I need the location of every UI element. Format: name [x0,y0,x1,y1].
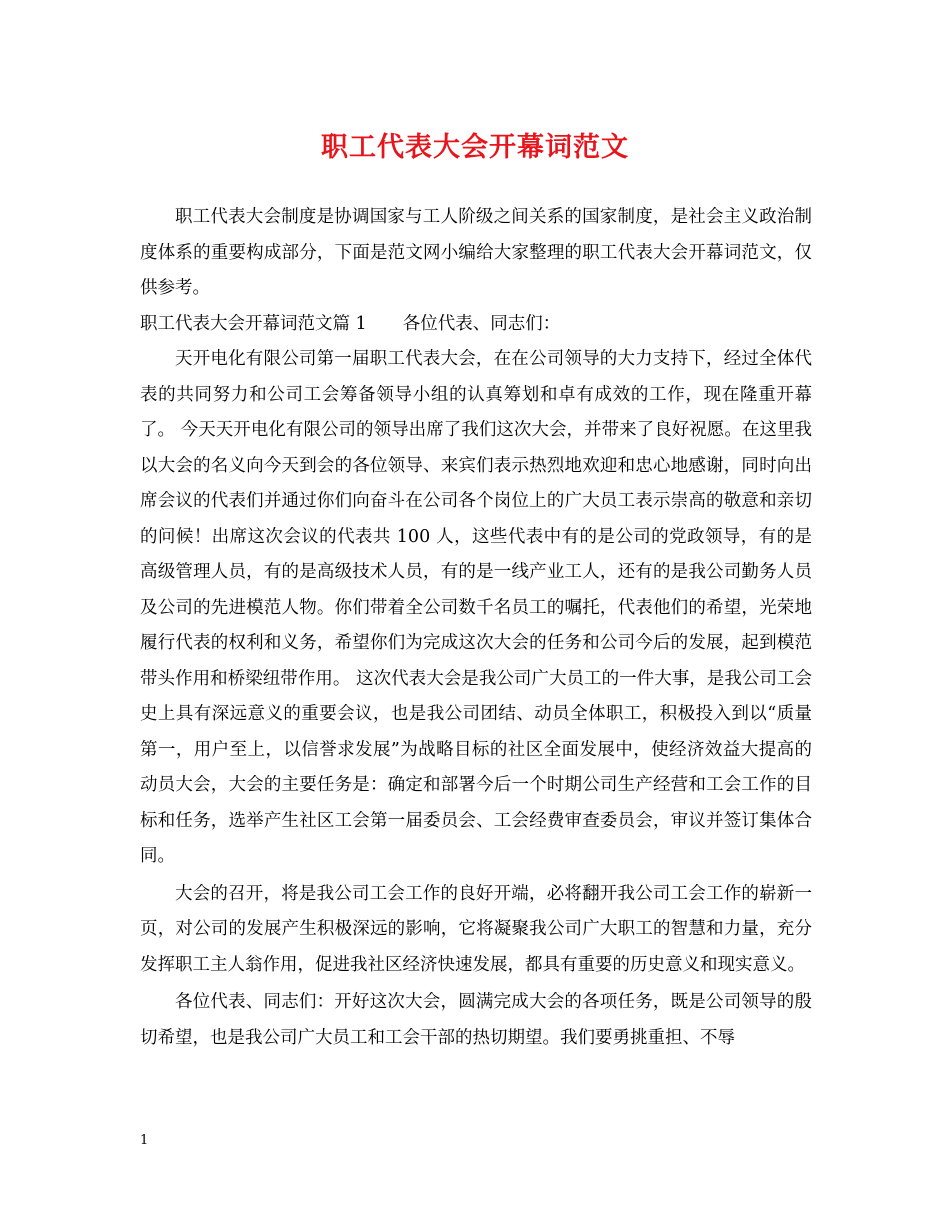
body-paragraph-3: 各位代表、同志们：开好这次大会，圆满完成大会的各项任务，既是公司领导的殷切希望，也是我公司广大员工和工会干部的热切期望。我们要勇挑重担、不辱 [140,992,812,1048]
body-paragraph-1: 天开电化有限公司第一届职工代表大会，在在公司领导的大力支持下，经过全体代表的共同努力和公司工会筹备领导小组的认真筹划和卓有成效的工作，现在隆重开幕了。 今天天开电化有限公司的领导出席了我们这次大会，并带来了良好祝愿。在这里我以大会的名义向今天到会的各位领导、来宾们表示热烈地欢迎和忠心地感谢，同时向出席会议的代表们并通过你们向奋斗在公司各个岗位上的广大员工表示崇高的敬意和亲切的问候！出席这次会议的代表共 100 人，这些代表中有的是公司的党政领导，有的是高级管理人员，有的是高级技术人员，有的是一线产业工人，还有的是我公司勤务人员及公司的先进模范人物。你们带着全公司数千名员工的嘱托，代表他们的希望，光荣地履行代表的权利和义务，希望你们为完成这次大会的任务和公司今后的发展，起到模范带头作用和桥梁纽带作用。 这次代表大会是我公司广大员工的一件大事，是我公司工会史上具有深远意义的重要会议，也是我公司团结、动员全体职工，积极投入到以“质量第一，用户至上，以信誉求发展”为战略目标的社区全面发展中，使经济效益大提高的动员大会，大会的主要任务是：确定和部署今后一个时期公司生产经营和工会工作的目标和任务，选举产生社区工会第一届委员会、工会经费审查委员会，审议并签订集体合同。 [140,349,812,866]
document-body [140,200,812,1056]
document-title: 职工代表大会开幕词范文 [321,132,629,163]
page-number: 1 [140,1133,149,1148]
section-heading-line [140,307,812,343]
body-paragraph-2: 大会的召开，将是我公司工会工作的良好开端，必将翻开我公司工会工作的崭新一页，对公司的发展产生积极深远的影响，它将凝聚我公司广大职工的智慧和力量，充分发挥职工主人翁作用，促进我社区经济快速发展，都具有重要的历史意义和现实意义。 [140,883,812,975]
salutation: 各位代表、同志们： [402,313,561,334]
section-heading: 职工代表大会开幕词范文篇 1 [140,313,367,334]
intro-paragraph: 职工代表大会制度是协调国家与工人阶级之间关系的国家制度，是社会主义政治制度体系的重要构成部分，下面是范文网小编给大家整理的职工代表大会开幕词范文，仅供参考。 [140,207,812,298]
